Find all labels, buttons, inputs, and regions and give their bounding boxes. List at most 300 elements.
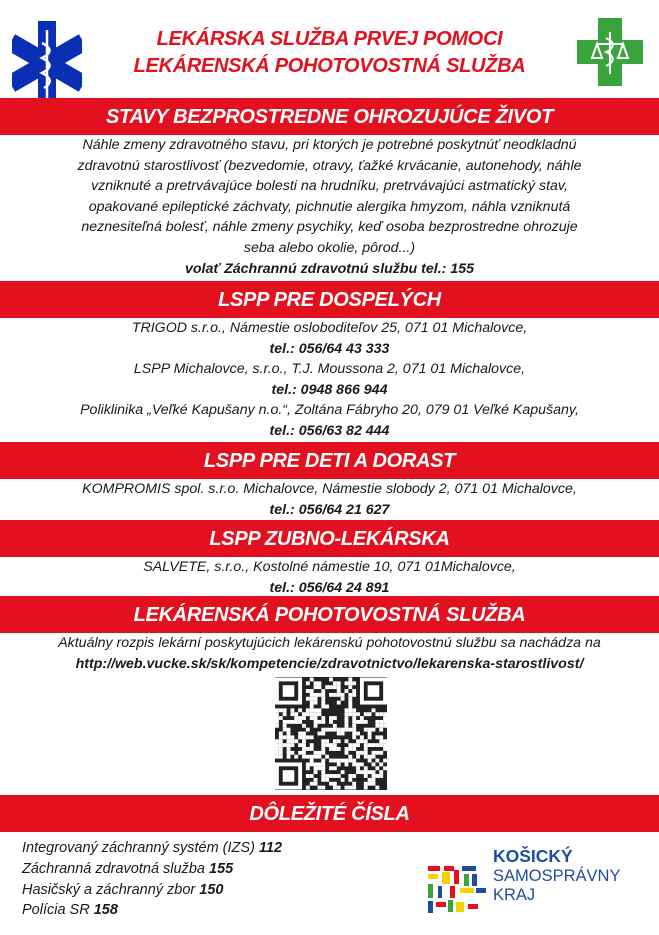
qr-module — [348, 705, 352, 709]
qr-module — [317, 685, 321, 689]
qr-module — [279, 716, 283, 720]
qr-module — [333, 685, 337, 689]
qr-module — [294, 739, 298, 743]
qr-module — [345, 720, 349, 724]
qr-module — [314, 782, 318, 786]
qr-module — [372, 770, 376, 774]
qr-module — [283, 735, 287, 739]
qr-module — [314, 751, 318, 755]
qr-module — [302, 732, 306, 736]
qr-module — [302, 743, 306, 747]
qr-module — [348, 681, 352, 685]
qr-module — [368, 782, 372, 786]
qr-module — [298, 743, 302, 747]
qr-module — [352, 735, 356, 739]
qr-module — [325, 743, 329, 747]
qr-module — [287, 735, 291, 739]
qr-module — [341, 759, 345, 763]
qr-module — [333, 747, 337, 751]
qr-module — [275, 751, 279, 755]
qr-module — [317, 712, 321, 716]
number-label: Záchranná zdravotná služba — [22, 860, 209, 877]
number-value: 155 — [209, 860, 234, 877]
qr-module — [337, 681, 341, 685]
qr-module — [337, 762, 341, 766]
qr-module — [375, 735, 379, 739]
section-heading-emergency: STAVY BEZPROSTREDNE OHROZUJÚCE ŽIVOT — [0, 98, 659, 135]
qr-module — [306, 697, 310, 701]
qr-module — [333, 766, 337, 770]
qr-module — [325, 739, 329, 743]
qr-module — [348, 701, 352, 705]
qr-module — [310, 743, 314, 747]
qr-module — [329, 716, 333, 720]
qr-module — [306, 728, 310, 732]
text-line: seba alebo okolie, pôrod...) — [243, 239, 416, 256]
qr-module — [372, 762, 376, 766]
qr-module — [310, 716, 314, 720]
qr-module — [321, 759, 325, 763]
emergency-description — [0, 135, 659, 279]
qr-module — [287, 720, 291, 724]
qr-module — [279, 735, 283, 739]
qr-module — [337, 739, 341, 743]
qr-module — [306, 689, 310, 693]
number-item — [22, 880, 282, 901]
qr-module — [345, 689, 349, 693]
qr-module — [352, 708, 356, 712]
qr-module — [375, 751, 379, 755]
number-item — [22, 859, 282, 880]
qr-module — [314, 720, 318, 724]
qr-module — [341, 770, 345, 774]
qr-module — [368, 735, 372, 739]
qr-module — [314, 716, 318, 720]
qr-module — [352, 712, 356, 716]
title-line-1: LEKÁRSKA SLUŽBA PRVEJ POMOCI — [156, 28, 503, 50]
qr-module — [314, 685, 318, 689]
provider-address: SALVETE, s.r.o., Kostolné námestie 10, 071 01Michalovce, — [143, 559, 516, 575]
qr-module — [348, 755, 352, 759]
qr-module — [287, 747, 291, 751]
qr-module — [383, 759, 387, 763]
number-item — [22, 838, 282, 859]
number-label: Polícia SR — [22, 902, 94, 919]
qr-module — [348, 743, 352, 747]
qr-module — [306, 712, 310, 716]
qr-module — [333, 739, 337, 743]
qr-module — [341, 697, 345, 701]
qr-module — [372, 755, 376, 759]
qr-module — [329, 743, 333, 747]
qr-module — [283, 712, 287, 716]
qr-module — [372, 743, 376, 747]
provider-address: LSPP Michalovce, s.r.o., T.J. Moussona 2, 071 01 Michalovce, — [133, 361, 526, 378]
pharmacy-info — [0, 633, 659, 674]
qr-module — [337, 759, 341, 763]
provider-phone: tel.: 056/64 24 891 — [269, 579, 390, 596]
qr-module — [352, 724, 356, 728]
qr-module — [310, 701, 314, 705]
qr-module — [306, 786, 310, 790]
qr-module — [317, 720, 321, 724]
section-heading-children: LSPP PRE DETI A DORAST — [0, 442, 659, 479]
qr-module — [368, 770, 372, 774]
qr-module — [348, 693, 352, 697]
qr-module — [298, 708, 302, 712]
qr-module — [275, 755, 279, 759]
qr-module — [383, 712, 387, 716]
qr-module — [287, 755, 291, 759]
qr-module — [333, 693, 337, 697]
children-provider — [0, 479, 659, 520]
qr-module — [352, 728, 356, 732]
qr-module — [306, 766, 310, 770]
qr-module — [368, 732, 372, 736]
qr-module — [352, 743, 356, 747]
qr-module — [383, 720, 387, 724]
qr-module — [298, 751, 302, 755]
qr-module — [321, 739, 325, 743]
qr-module — [356, 739, 360, 743]
qr-module — [375, 786, 379, 790]
qr-module — [287, 728, 291, 732]
qr-module — [294, 720, 298, 724]
qr-module — [352, 732, 356, 736]
qr-module — [375, 720, 379, 724]
qr-module — [337, 689, 341, 693]
qr-module — [375, 759, 379, 763]
qr-module — [302, 739, 306, 743]
qr-module — [356, 732, 360, 736]
qr-module — [314, 766, 318, 770]
qr-module — [364, 739, 368, 743]
qr-module — [317, 786, 321, 790]
qr-module — [345, 739, 349, 743]
qr-module — [360, 770, 364, 774]
qr-module — [345, 728, 349, 732]
qr-module — [348, 786, 352, 790]
adults-list — [0, 318, 659, 442]
provider-phone: tel.: 056/64 21 627 — [269, 501, 390, 518]
qr-module — [294, 716, 298, 720]
qr-module — [333, 759, 337, 763]
provider-phone: tel.: 056/64 43 333 — [269, 340, 390, 357]
qr-module — [337, 774, 341, 778]
qr-module — [306, 762, 310, 766]
qr-module — [333, 716, 337, 720]
qr-module — [364, 770, 368, 774]
qr-module — [310, 693, 314, 697]
qr-module — [310, 747, 314, 751]
qr-module — [287, 751, 291, 755]
qr-module — [321, 689, 325, 693]
qr-module — [364, 766, 368, 770]
qr-module — [314, 755, 318, 759]
qr-module — [337, 728, 341, 732]
qr-module — [348, 678, 352, 682]
qr-module — [287, 743, 291, 747]
qr-module — [329, 774, 333, 778]
qr-module — [364, 786, 368, 790]
qr-module — [372, 751, 376, 755]
qr-module — [356, 770, 360, 774]
qr-module — [352, 762, 356, 766]
qr-module — [314, 724, 318, 728]
qr-module — [341, 778, 345, 782]
qr-module — [279, 743, 283, 747]
qr-module — [306, 755, 310, 759]
qr-module — [302, 747, 306, 751]
qr-module — [310, 712, 314, 716]
qr-module — [368, 759, 372, 763]
qr-module — [302, 755, 306, 759]
provider-address: KOMPROMIS spol. s.r.o. Michalovce, Námestie slobody 2, 071 01 Michalovce, — [82, 481, 577, 497]
qr-module — [321, 697, 325, 701]
qr-module — [310, 755, 314, 759]
qr-module — [356, 766, 360, 770]
qr-module — [298, 732, 302, 736]
qr-finder — [283, 685, 295, 697]
qr-module — [275, 712, 279, 716]
qr-module — [356, 743, 360, 747]
qr-module — [329, 766, 333, 770]
qr-module — [341, 732, 345, 736]
pharmacy-url-link[interactable]: http://web.vucke.sk/sk/kompetencie/zdravotnictvo/lekarenska-starostlivost/ — [75, 655, 584, 672]
qr-module — [314, 697, 318, 701]
qr-module — [375, 766, 379, 770]
qr-module — [333, 728, 337, 732]
qr-module — [368, 728, 372, 732]
qr-module — [290, 735, 294, 739]
qr-module — [352, 681, 356, 685]
qr-module — [302, 751, 306, 755]
qr-module — [364, 782, 368, 786]
qr-module — [352, 759, 356, 763]
qr-module — [383, 747, 387, 751]
text-line: neznesiteľná bolesť, náhle zmeny psychiky, keď osoba bezprostredne ohrozuje — [81, 219, 578, 236]
logo-line-1: KOŠICKÝ — [493, 846, 573, 866]
qr-module — [379, 751, 383, 755]
qr-module — [364, 755, 368, 759]
text-line: Náhle zmeny zdravotného stavu, pri ktorých je potrebné poskytnúť neodkladnú — [82, 137, 577, 153]
qr-module — [325, 728, 329, 732]
qr-module — [298, 716, 302, 720]
qr-module — [356, 720, 360, 724]
qr-module — [325, 774, 329, 778]
qr-module — [290, 712, 294, 716]
qr-module — [364, 751, 368, 755]
qr-module — [321, 716, 325, 720]
qr-module — [314, 770, 318, 774]
qr-module — [345, 747, 349, 751]
qr-module — [375, 724, 379, 728]
qr-module — [306, 747, 310, 751]
number-value: 112 — [258, 840, 283, 856]
qr-module — [375, 743, 379, 747]
qr-module — [360, 716, 364, 720]
qr-module — [329, 685, 333, 689]
qr-module — [298, 720, 302, 724]
qr-module — [352, 782, 356, 786]
qr-module — [364, 728, 368, 732]
qr-module — [368, 743, 372, 747]
qr-module — [333, 724, 337, 728]
qr-module — [333, 774, 337, 778]
section-heading-pharmacy: LEKÁRENSKÁ POHOTOVOSTNÁ SLUŽBA — [0, 596, 659, 633]
qr-module — [337, 701, 341, 705]
qr-module — [275, 720, 279, 724]
qr-module — [294, 712, 298, 716]
qr-module — [372, 708, 376, 712]
qr-module — [275, 724, 279, 728]
qr-module — [337, 693, 341, 697]
qr-module — [379, 743, 383, 747]
qr-module — [310, 705, 314, 709]
qr-module — [379, 712, 383, 716]
qr-module — [275, 743, 279, 747]
qr-module — [329, 747, 333, 751]
qr-finder — [368, 685, 380, 697]
qr-module — [279, 755, 283, 759]
qr-module — [364, 747, 368, 751]
qr-module — [314, 778, 318, 782]
qr-module — [317, 708, 321, 712]
qr-module — [321, 693, 325, 697]
dental-provider — [0, 557, 659, 598]
qr-module — [314, 701, 318, 705]
qr-module — [321, 701, 325, 705]
qr-module — [348, 685, 352, 689]
qr-module — [283, 743, 287, 747]
qr-module — [310, 774, 314, 778]
qr-module — [275, 747, 279, 751]
qr-module — [372, 778, 376, 782]
qr-module — [321, 728, 325, 732]
qr-module — [337, 732, 341, 736]
qr-module — [317, 755, 321, 759]
qr-module — [364, 774, 368, 778]
qr-module — [325, 778, 329, 782]
qr-module — [294, 755, 298, 759]
qr-module — [352, 786, 356, 790]
qr-module — [325, 755, 329, 759]
text-line: opakované epileptické záchvaty, pichnutie alergika hmyzom, náhla vzniknutá — [88, 198, 571, 215]
qr-module — [314, 693, 318, 697]
qr-module — [345, 681, 349, 685]
qr-module — [368, 755, 372, 759]
qr-module — [337, 685, 341, 689]
qr-module — [302, 735, 306, 739]
logo-line-2: SAMOSPRÁVNY — [493, 867, 621, 885]
qr-module — [383, 716, 387, 720]
qr-module — [287, 732, 291, 736]
qr-module — [333, 681, 337, 685]
qr-code[interactable] — [275, 677, 387, 790]
qr-module — [317, 681, 321, 685]
qr-module — [287, 739, 291, 743]
qr-module — [279, 732, 283, 736]
qr-module — [368, 778, 372, 782]
qr-module — [364, 720, 368, 724]
qr-module — [283, 724, 287, 728]
qr-module — [306, 708, 310, 712]
qr-module — [379, 728, 383, 732]
qr-module — [372, 782, 376, 786]
qr-module — [298, 735, 302, 739]
qr-module — [290, 739, 294, 743]
qr-module — [321, 774, 325, 778]
qr-module — [360, 739, 364, 743]
text-line: zdravotnú starostlivosť (bezvedomie, otravy, ťažké krvácanie, autonehody, náhle — [77, 157, 582, 174]
pharmacy-text: Aktuálny rozpis lekární poskytujúcich lekárenskú pohotovostnú službu sa nachádza na — [58, 635, 601, 651]
qr-module — [379, 762, 383, 766]
qr-module — [329, 693, 333, 697]
qr-module — [279, 708, 283, 712]
qr-module — [279, 747, 283, 751]
qr-module — [310, 697, 314, 701]
qr-module — [321, 747, 325, 751]
qr-module — [348, 712, 352, 716]
qr-module — [329, 759, 333, 763]
qr-module — [375, 712, 379, 716]
qr-module — [352, 720, 356, 724]
logo-line-3: KRAJ — [493, 886, 536, 904]
provider-address: Poliklinika „Veľké Kapušany n.o.“, Zoltána Fábryho 20, 079 01 Veľké Kapušany, — [80, 402, 579, 419]
qr-module — [345, 708, 349, 712]
title-line-2: LEKÁRENSKÁ POHOTOVOSTNÁ SLUŽBA — [133, 55, 526, 77]
qr-module — [348, 759, 352, 763]
important-numbers-list — [22, 838, 282, 921]
qr-module — [379, 739, 383, 743]
qr-module — [310, 762, 314, 766]
qr-module — [383, 766, 387, 770]
qr-module — [321, 770, 325, 774]
qr-module — [310, 708, 314, 712]
qr-module — [317, 732, 321, 736]
qr-module — [333, 786, 337, 790]
qr-module — [275, 716, 279, 720]
qr-module — [348, 774, 352, 778]
qr-module — [379, 735, 383, 739]
number-value: 158 — [93, 902, 118, 919]
qr-module — [325, 685, 329, 689]
qr-module — [314, 708, 318, 712]
qr-module — [279, 751, 283, 755]
qr-module — [345, 751, 349, 755]
qr-module — [337, 747, 341, 751]
qr-module — [333, 782, 337, 786]
qr-module — [310, 689, 314, 693]
qr-module — [383, 743, 387, 747]
qr-module — [379, 770, 383, 774]
qr-module — [341, 728, 345, 732]
qr-module — [360, 762, 364, 766]
qr-module — [360, 751, 364, 755]
qr-module — [383, 739, 387, 743]
qr-module — [329, 782, 333, 786]
number-value: 150 — [199, 881, 224, 898]
qr-module — [352, 716, 356, 720]
qr-module — [345, 759, 349, 763]
qr-module — [360, 735, 364, 739]
qr-module — [314, 681, 318, 685]
qr-module — [364, 712, 368, 716]
qr-module — [321, 766, 325, 770]
provider-phone: tel.: 0948 866 944 — [271, 381, 388, 398]
qr-module — [275, 739, 279, 743]
qr-module — [310, 782, 314, 786]
